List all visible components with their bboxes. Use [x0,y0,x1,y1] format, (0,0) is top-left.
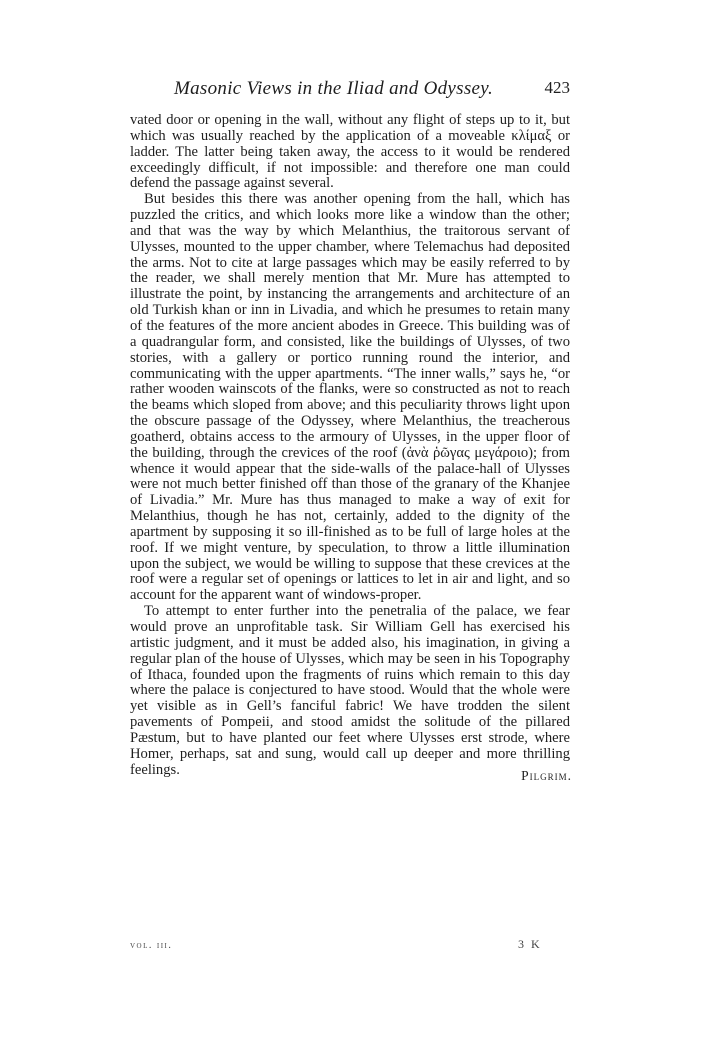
volume-label: vol. iii. [130,940,173,951]
body-text [130,113,570,778]
paragraph-melanthius: But besides this there was another opening from the hall, which has puzzled the critics, and which looks more like a window than the other; and that was the way by which Melanthius, the traitorous servant of Ulysses, mounted to the upper chamber, where Telemachus had deposited the arms. Not to cite at large passages which may be easily referred to by the reader, we shall merely mention that Mr. Mure has attempted to illustrate the point, by instancing the arrangements and architecture of an old Turkish khan or inn in Livadia, and which he presumes to retain many of the features of the more ancient abodes in Greece. This building was of a quadrangular form, and consisted, like the buildings of Ulysses, of two stories, with a gallery or portico running round the interior, and communicating with the upper apartments. “The inner walls,” says he, “or rather wooden wainscots of the flanks, were so constructed as not to reach the beams which sloped from above; and this peculiarity throws light upon the obscure passage of the Odyssey, where Melanthius, the treacherous goatherd, obtains access to the armoury of Ulysses, in the upper floor of the building, through the crevices of the roof (ἀνὰ ῥῶγας μεγάροιο); from whence it would appear that the side-walls of the palace-hall of Ulysses were not much better finished off than those of the granary of the Khanjee of Livadia.” Mr. Mure has thus managed to make a way of exit for Melanthius, though he has not, certainly, added to the dignity of the apartment by supposing it so ill-finished as to be full of large holes at the roof. If we might venture, by speculation, to throw a little illumination upon the subject, we would be willing to suppose that these crevices at the roof were a regular set of openings or lattices to let in air and light, and so account for the apparent want of windows-proper. [130,191,570,604]
paragraph-continuation: vated door or opening in the wall, without any flight of steps up to it, but which was usually reached by the application of a moveable κλίμαξ or ladder. The latter being taken away, the access to it would be rendered exceedingly difficult, if not impossible: and therefore one man could defend the passage against several. [130,112,570,192]
running-title: Masonic Views in the Iliad and Odyssey. [174,78,493,99]
paragraph-palace: To attempt to enter further into the penetralia of the palace, we fear would prove an unprofitable task. Sir William Gell has exercised his artistic judgment, and it must be added also, his imagination, in giving a regular plan of the house of Ulysses, which may be seen in his Topography of Ithaca, founded upon the fragments of ruins which remain to this day where the palace is conjectured to have stood. Would that the whole were yet visible as in Gell’s fanciful fabric! We have trodden the silent pavements of Pompeii, and stood amidst the solitude of the pillared Pæstum, but to have planted our feet where Ulysses erst strode, where Homer, perhaps, sat and sung, would call up deeper and more thrilling feelings. [130,603,570,778]
author-signature: Pilgrim. [521,768,572,783]
page-number: 423 [544,78,570,97]
signature-mark: 3 K [518,937,542,951]
running-head [130,78,570,102]
